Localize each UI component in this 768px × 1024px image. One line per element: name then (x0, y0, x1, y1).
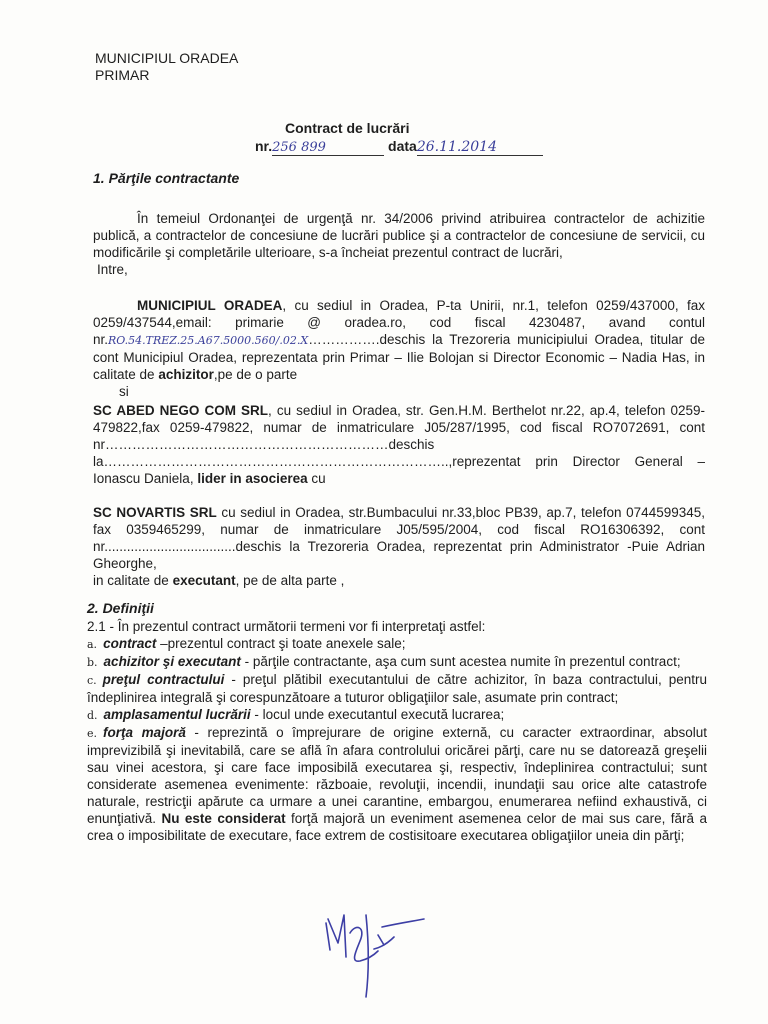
section-1-intro (93, 210, 705, 278)
definition-term: amplasamentul lucrării (103, 707, 251, 722)
contract-title-block (255, 120, 575, 156)
header-municipality: MUNICIPIUL ORADEA (95, 50, 239, 66)
definition-item-a: a. contract –prezentul contract şi toate anexele sale; (87, 636, 406, 651)
party-1-role: achizitor (158, 367, 214, 382)
document-header (95, 50, 238, 84)
party-1-block (93, 297, 705, 400)
party-1-details-2: …………….deschis la Trezoreria municipiului Oradea, titular de cont Municipiul Oradea, reprezentata prin Primar – Ilie Bolojan si Director Economic – Nadia Has, in calitate de (93, 332, 705, 382)
contract-nr-handwritten: 256 899 (272, 140, 384, 156)
contract-title: Contract de lucrări (285, 120, 410, 136)
contract-number-line (255, 138, 575, 156)
contract-data-label: data (388, 138, 417, 154)
party-3-details: cu sediul in Oradea, str.Bumbacului nr.33,bloc PB39, ap.7, telefon 0744599345, fax 0359465299, numar de inmatriculare J05/595/2004, cod fiscal RO16306392, cont nr...................................deschis la Trezoreria Oradea, reprezentat prin Administrator -Puie Adrian Gheorghe, (93, 505, 705, 571)
party-2-name: SC ABED NEGO COM SRL (93, 403, 269, 418)
intro-paragraph: În temeiul Ordonanţei de urgenţă nr. 34/2006 privind atribuirea contractelor de achizitie publică, a contractelor de concesiune de lucrări publice şi a contractelor de concesiune de servicii, cu modificările şi completările ulterioare, s-a încheiat prezentul contract de lucrări, (93, 211, 705, 260)
party-3-role: executant (172, 573, 236, 588)
party-3-name: SC NOVARTIS SRL (93, 505, 217, 520)
party-1-paragraph (93, 297, 705, 383)
definition-term: achizitor şi executant (103, 654, 241, 669)
definition-term: contract (103, 636, 157, 651)
party-3-details-3: , pe de alta parte , (235, 573, 345, 588)
header-office: PRIMAR (95, 67, 150, 83)
definitions-lead: 2.1 - În prezentul contract următorii termeni vor fi interpretaţi astfel: (87, 619, 486, 634)
party-1-details-3: ,pe de o parte (213, 367, 298, 382)
party-2-details-2: cu (307, 471, 326, 486)
definition-item-b: b. achizitor şi executant - părţile contractante, aşa cum sunt acestea numite în prezentul contract; (87, 654, 681, 669)
party-2-role: lider in asocierea (197, 471, 308, 486)
intre-text: Intre, (97, 262, 128, 277)
handwritten-signature (320, 905, 430, 1005)
si-text: si (119, 384, 129, 399)
party-3-paragraph (93, 504, 705, 589)
section-2-heading: 2. Definiţii (87, 600, 154, 616)
party-3-block (93, 504, 705, 589)
party-2-paragraph (93, 402, 705, 487)
party-3-details-2: in calitate de (93, 573, 169, 588)
party-1-details: , cu sediul in Oradea, P-ta Unirii, nr.1, telefon 0259/437000, fax 0259/437544,email: primarie @ oradea.ro, cod fiscal 4230487, avand contul nr. (93, 298, 705, 347)
definition-term: forţa majoră (103, 725, 186, 740)
contract-date-handwritten: 26.11.2014 (417, 139, 543, 156)
contract-nr-label: nr. (255, 138, 273, 154)
definition-term: preţul contractului (102, 672, 225, 687)
definition-item-e: e. forţa majoră - reprezintă o împrejurare de origine externă, cu caracter extraordinar, absolut imprevizibilă şi inevitabilă, care se află în afara controlului oricărei părţi, care nu se datorează greşelii sau vinei acestora, şi care face imposibilă executarea şi, respectiv, îndeplinirea contractului; sunt considerate asemenea evenimente: războaie, revoluţii, incendii, inundaţii sau orice alte catastrofe naturale, restricţii apărute ca urmare a unei carantine, embargou, enumerarea nefiind exhaustivă, ci enunţiativă. Nu este considerat forţă majoră un eveniment asemenea celor de mai sus care, fără a crea o imposibilitate de executare, face extrem de costisitoare executarea obligaţiilor uneia din părţi; (87, 725, 707, 843)
party-2-block (93, 402, 705, 487)
party-1-name: MUNICIPIUL ORADEA (137, 298, 283, 313)
definition-item-d: d. amplasamentul lucrării - locul unde executantul execută lucrarea; (87, 707, 505, 722)
section-1-heading: 1. Părţile contractante (93, 170, 240, 186)
party-2-details: , cu sediul in Oradea, str. Gen.H.M. Berthelot nr.22, ap.4, telefon 0259-479822,fax 0259-479822, numar de inmatriculare J05/287/1995, cod fiscal RO7072691, cont nr………………………………………………………deschis la…………………………………………………………………..,reprezentat prin Director General –Ionascu Daniela, (93, 403, 705, 486)
section-2-definitions (87, 618, 707, 844)
party-1-account-handwritten: RO.54.TREZ.25.A67.5000.560/.02.X (108, 334, 309, 347)
definition-item-c: c. preţul contractului - preţul plătibil executantului de către achizitor, în baza contractului, pentru îndeplinirea integrală şi corespunzătoare a tuturor obligaţiilor sale, asumate prin contract; (87, 672, 707, 705)
